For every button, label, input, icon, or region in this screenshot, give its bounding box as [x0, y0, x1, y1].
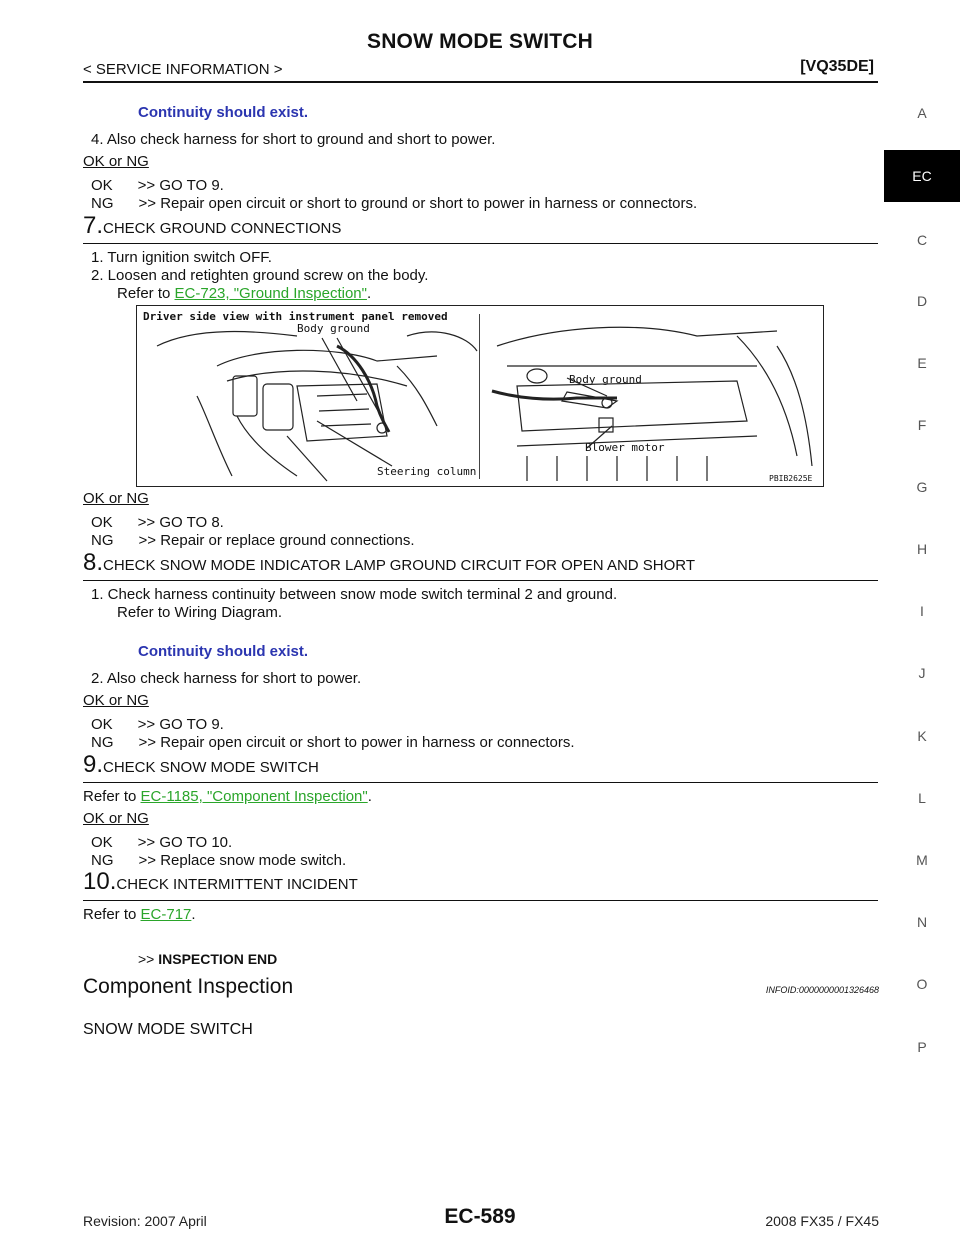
- figure-label-body-ground-left: Body ground: [297, 322, 370, 335]
- step6-item4: 4. Also check harness for short to ground and short to power.: [91, 131, 496, 148]
- side-tab-i[interactable]: I: [920, 603, 924, 619]
- inspection-end: >> INSPECTION END: [138, 951, 278, 967]
- step7-refer: Refer to EC-723, "Ground Inspection".: [117, 285, 372, 302]
- ok-result: OK >> GO TO 9.: [91, 177, 224, 194]
- snow-mode-switch-subheading: SNOW MODE SWITCH: [83, 1021, 253, 1038]
- ground-location-figure: [136, 305, 824, 487]
- side-tab-k[interactable]: K: [917, 728, 927, 744]
- ok-result: OK >> GO TO 9.: [91, 716, 224, 733]
- step8-refer: Refer to Wiring Diagram.: [117, 604, 283, 621]
- step7-heading: 7.CHECK GROUND CONNECTIONS: [83, 212, 342, 239]
- side-tab-h[interactable]: H: [916, 541, 928, 557]
- step8-item2: 2. Also check harness for short to power.: [91, 670, 362, 687]
- side-tab-l[interactable]: L: [918, 790, 926, 806]
- continuity-note-2: Continuity should exist.: [138, 643, 309, 660]
- ok-result: OK >> GO TO 10.: [91, 834, 233, 851]
- side-tab-g[interactable]: G: [916, 479, 928, 495]
- ok-or-ng-label: OK or NG: [83, 153, 149, 170]
- continuity-note-1: Continuity should exist.: [138, 104, 309, 121]
- ec-717-link[interactable]: EC-717: [140, 906, 192, 923]
- header-rule: [83, 81, 878, 83]
- component-inspection-link[interactable]: EC-1185, "Component Inspection": [140, 788, 368, 805]
- step9-refer: Refer to EC-1185, "Component Inspection".: [83, 788, 372, 805]
- footer-page-number: EC-589: [444, 1205, 516, 1228]
- figure-label-steering: Steering column: [377, 465, 477, 478]
- step7-rule: [83, 243, 878, 244]
- side-tab-o[interactable]: O: [916, 976, 928, 992]
- side-tab-d[interactable]: D: [916, 293, 928, 309]
- step9-heading: 9.CHECK SNOW MODE SWITCH: [83, 751, 319, 778]
- ng-result: NG >> Repair or replace ground connections.: [91, 532, 415, 549]
- engine-bay-illustration: [137, 306, 823, 486]
- side-tab-c[interactable]: C: [916, 232, 928, 248]
- side-tab-n[interactable]: N: [916, 914, 928, 930]
- step7-item1: 1. Turn ignition switch OFF.: [91, 249, 272, 266]
- component-inspection-heading: Component Inspection: [83, 975, 294, 998]
- section-subtitle: < SERVICE INFORMATION >: [83, 61, 283, 78]
- side-tab-e[interactable]: E: [917, 355, 927, 371]
- ng-result: NG >> Repair open circuit or short to ground or short to power in harness or connectors.: [91, 195, 698, 212]
- figure-caption: Driver side view with instrument panel removed: [143, 310, 448, 323]
- side-tab-f[interactable]: F: [917, 417, 927, 433]
- ok-result: OK >> GO TO 8.: [91, 514, 224, 531]
- step7-item2: 2. Loosen and retighten ground screw on the body.: [91, 267, 429, 284]
- side-tab-j[interactable]: J: [918, 665, 926, 681]
- footer-model: 2008 FX35 / FX45: [765, 1213, 879, 1229]
- ng-result: NG >> Replace snow mode switch.: [91, 852, 347, 869]
- ok-or-ng-label: OK or NG: [83, 490, 149, 507]
- info-id: INFOID:0000000001326468: [765, 985, 879, 995]
- step10-heading: 10.CHECK INTERMITTENT INCIDENT: [83, 868, 358, 895]
- step10-rule: [83, 900, 878, 901]
- ng-result: NG >> Repair open circuit or short to power in harness or connectors.: [91, 734, 575, 751]
- side-tab-ec[interactable]: EC: [884, 150, 960, 202]
- step8-heading: 8.CHECK SNOW MODE INDICATOR LAMP GROUND CIRCUIT FOR OPEN AND SHORT: [83, 549, 696, 576]
- step9-rule: [83, 782, 878, 783]
- figure-label-blower: Blower motor: [585, 441, 665, 454]
- step8-rule: [83, 580, 878, 581]
- engine-code: [VQ35DE]: [800, 58, 874, 75]
- figure-label-body-ground-right: Body ground: [569, 373, 642, 386]
- side-tab-m[interactable]: M: [916, 852, 928, 868]
- footer-revision: Revision: 2007 April: [83, 1213, 207, 1229]
- side-tab-a[interactable]: A: [917, 105, 927, 121]
- figure-code: PBIB2625E: [769, 474, 813, 483]
- ok-or-ng-label: OK or NG: [83, 810, 149, 827]
- ok-or-ng-label: OK or NG: [83, 692, 149, 709]
- page-title: SNOW MODE SWITCH: [366, 30, 594, 53]
- ground-inspection-link[interactable]: EC-723, "Ground Inspection": [174, 285, 367, 302]
- side-tab-p[interactable]: P: [917, 1039, 927, 1055]
- step10-refer: Refer to EC-717.: [83, 906, 196, 923]
- step8-item1: 1. Check harness continuity between snow mode switch terminal 2 and ground.: [91, 586, 618, 603]
